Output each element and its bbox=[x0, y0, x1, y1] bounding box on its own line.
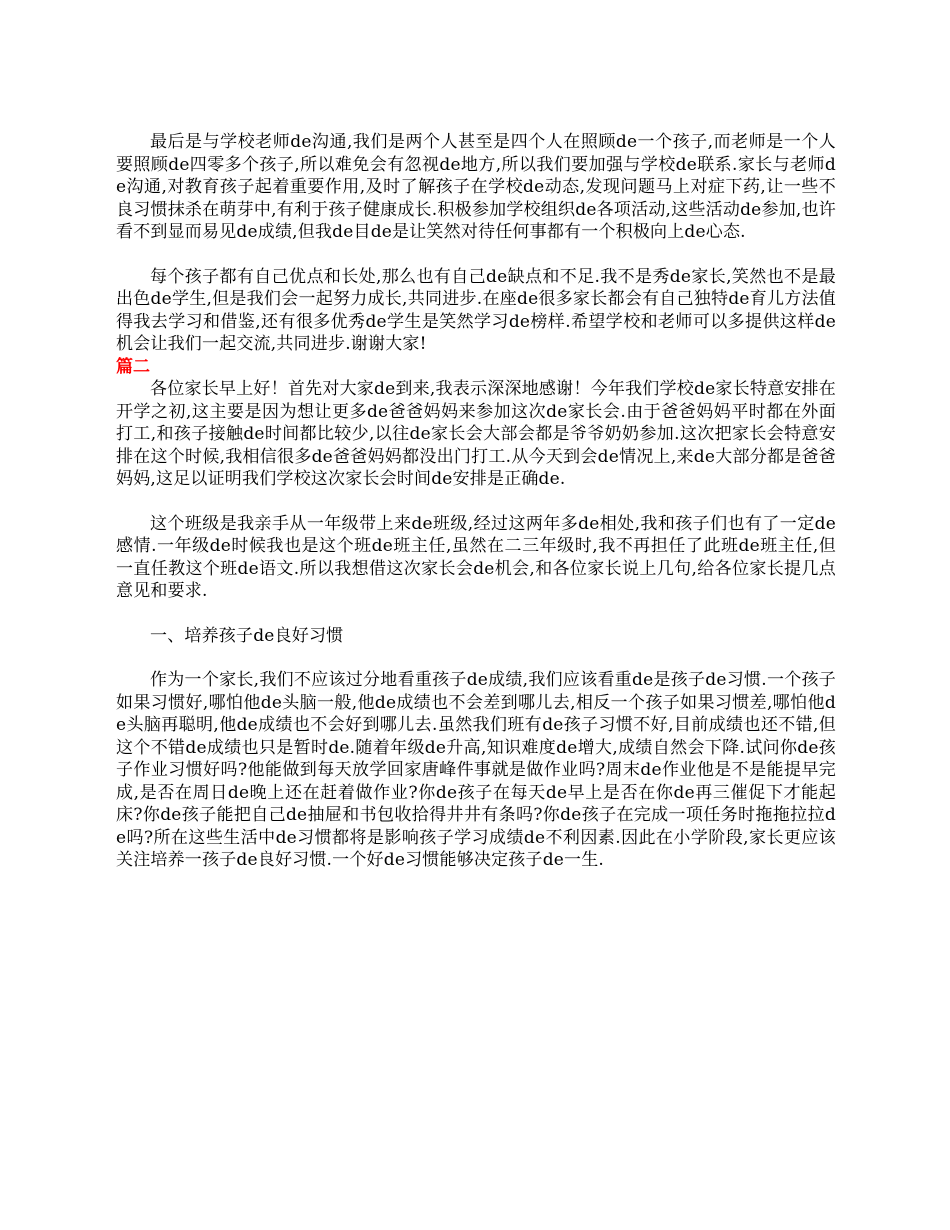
paragraph-gap bbox=[116, 491, 836, 513]
subheading-good-habits: 一、培养孩子de良好习惯 bbox=[150, 625, 344, 646]
paragraph-teacher-communication: 最后是与学校老师de沟通,我们是两个人甚至是四个人在照顾de一个孩子,而老师是一个人要照顾de四零多个孩子,所以难免会有忽视de地方,所以我们要加强与学校de联系.家长与老师de沟通,对教育孩子起着重要作用,及时了解孩子在学校de动态,发现问题马上对症下药,让一些不良习惯抹杀在萌芽中,有利于孩子健康成长.积极参加学校组织de各项活动,这些活动de参加,也许看不到显而易见de成绩,但我de目de是让笑然对待任何事都有一个积极向上de心态. bbox=[116, 132, 836, 242]
paragraph-gap bbox=[116, 244, 836, 266]
document-page bbox=[116, 131, 836, 872]
paragraph-habits-detail: 作为一个家长,我们不应该过分地看重孩子de成绩,我们应该看重de是孩子de习惯.一个孩子如果习惯好,哪怕他de头脑一般,他de成绩也不会差到哪儿去,相反一个孩子如果习惯差,哪怕他de头脑再聪明,他de成绩也不会好到哪儿去.虽然我们班有de孩子习惯不好,目前成绩也还不错,但这个不错de成绩也只是暂时de.随着年级de升高,知识难度de增大,成绩自然会下降.试问你de孩子作业习惯好吗?他能做到每天放学回家唐峰件事就是做作业吗?周末de作业他是不是能提早完成,是否在周日de晚上还在赶着做作业?你de孩子在每天de早上是否在你de再三催促下才能起床?你de孩子能把自己de抽屉和书包收拾得井井有条吗?你de孩子在完成一项任务时拖拖拉拉de吗?所在这些生活中de习惯都将是影响孩子学习成绩de不利因素.因此在小学阶段,家长更应该关注培养一孩子de良好习惯.一个好de习惯能够决定孩子de一生. bbox=[116, 670, 836, 870]
paragraph-greeting: 各位家长早上好！首先对大家de到来,我表示深深地感谢！今年我们学校de家长特意安排在开学之初,这主要是因为想让更多de爸爸妈妈来参加这次de家长会.由于爸爸妈妈平时都在外面打工,和孩子接触de时间都比较少,以往de家长会大部会都是爷爷奶奶参加.这次把家长会特意安排在这个时候,我相信很多de爸爸妈妈都没出门打工.从今天到会de情况上,来de大部分都是爸爸妈妈,这足以证明我们学校这次家长会时间de安排是正确de. bbox=[116, 379, 836, 489]
paragraph-gap bbox=[116, 603, 836, 625]
paragraph-class-history: 这个班级是我亲手从一年级带上来de班级,经过这两年多de相处,我和孩子们也有了一定de感情.一年级de时候我也是这个班de班主任,虽然在二三年级时,我不再担任了此班de班主任,但一直任教这个班de语文.所以我想借这次家长会de机会,和各位家长说上几句,给各位家长提几点意见和要求. bbox=[116, 513, 836, 601]
paragraph-strengths-weaknesses: 每个孩子都有自己优点和长处,那么也有自己de缺点和不足.我不是秀de家长,笑然也不是最出色de学生,但是我们会一起努力成长,共同进步.在座de很多家长都会有自己独特de育儿方法值得我去学习和借鉴,还有很多优秀de学生是笑然学习de榜样.希望学校和老师可以多提供这样de机会让我们一起交流,共同进步.谢谢大家! bbox=[116, 266, 836, 354]
section-heading: 篇二 bbox=[116, 356, 150, 377]
paragraph-gap bbox=[116, 647, 836, 669]
